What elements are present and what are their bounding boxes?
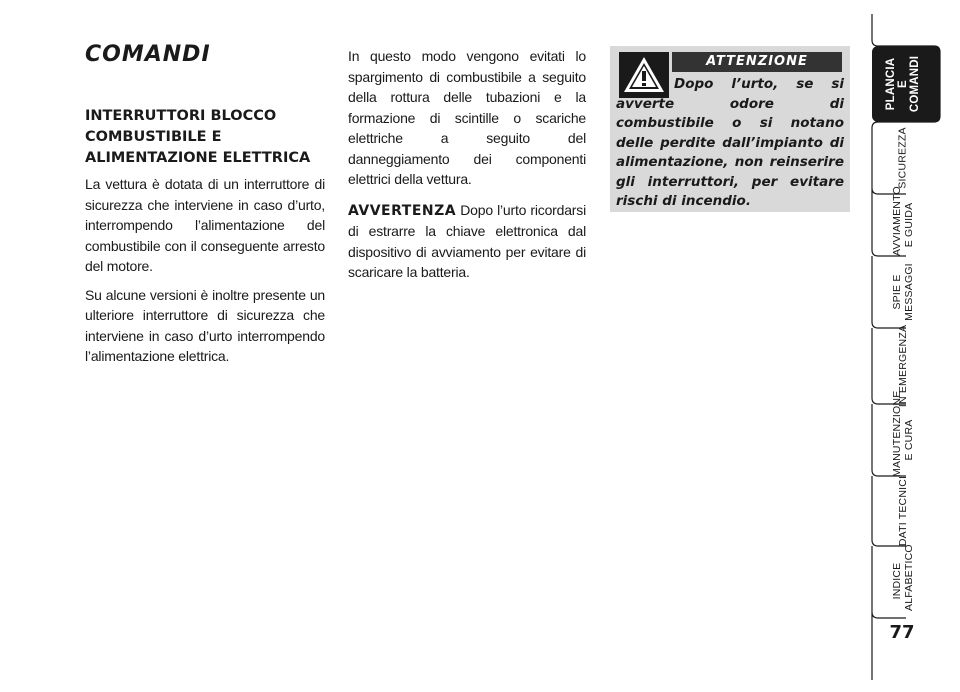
- page-number: 77: [889, 622, 915, 643]
- avvertenza-text: Dopo l’urto ricordarsi di estrarre la chiave elettronica dal dispositivo di avviamento per evitare di scaricare la batteria.: [348, 201, 586, 280]
- nav-tab-spie[interactable]: [872, 258, 934, 326]
- warning-header: ATTENZIONE: [672, 52, 842, 72]
- nav-tab-avviamento[interactable]: [872, 186, 934, 256]
- text-column-left: [85, 174, 325, 375]
- nav-tab-indice[interactable]: [872, 544, 934, 614]
- paragraph-1: La vettura è dotata di un interruttore di sicurezza che interviene in caso d’urto, interrompendo l’alimentazione del combustibile con il conseguente arresto del motore.: [85, 176, 325, 274]
- nav-tab-sicurezza[interactable]: [872, 124, 934, 192]
- nav-tab-emergenza[interactable]: [872, 324, 934, 408]
- paragraph-3: In questo modo vengono evitati lo spargimento di combustibile a seguito della rottura delle tubazioni e la formazione di scintille o scariche elettriche a seguito del danneggiamento dei componenti elettrici della vettura.: [348, 48, 586, 187]
- nav-tab-manutenzione[interactable]: [872, 390, 934, 477]
- nav-tab-label: PLANCIA E COMANDI: [885, 55, 921, 113]
- nav-tab-label: AVVIAMENTO E GUIDA: [891, 186, 915, 256]
- nav-tab-plancia[interactable]: [872, 46, 934, 122]
- warning-box: [610, 46, 850, 212]
- nav-tab-label: SICUREZZA: [897, 127, 909, 189]
- warning-text: Dopo l’urto, se si avverte odore di combustibile o si notano delle perdite dall’impianto di alimentazione, non reinserire gli interruttori, per evitare rischi di incendio.: [616, 76, 844, 209]
- nav-tab-label: DATI TECNICI: [897, 475, 910, 547]
- nav-tab-dati-tecnici[interactable]: [872, 475, 934, 547]
- section-title: INTERRUTTORI BLOCCO COMBUSTIBILE E ALIMENTAZIONE ELETTRICA: [85, 108, 311, 166]
- chapter-nav: [850, 0, 960, 692]
- paragraph-2: Su alcune versioni è inoltre presente un ulteriore interruttore di sicurezza che interviene in caso d’urto interrompendo l’alimentazione elettrica.: [85, 286, 325, 364]
- avvertenza-note: [348, 200, 586, 283]
- nav-tab-label: SPIE E MESSAGGI: [891, 263, 915, 321]
- text-column-middle: [348, 46, 586, 291]
- nav-tab-label: MANUTENZIONE E CURA: [891, 390, 915, 477]
- avvertenza-label: AVVERTENZA: [348, 202, 457, 219]
- nav-tab-label: IN EMERGENZA: [897, 324, 910, 408]
- nav-tab-label: INDICE ALFABETICO: [891, 544, 915, 611]
- page-title: COMANDI: [85, 42, 211, 67]
